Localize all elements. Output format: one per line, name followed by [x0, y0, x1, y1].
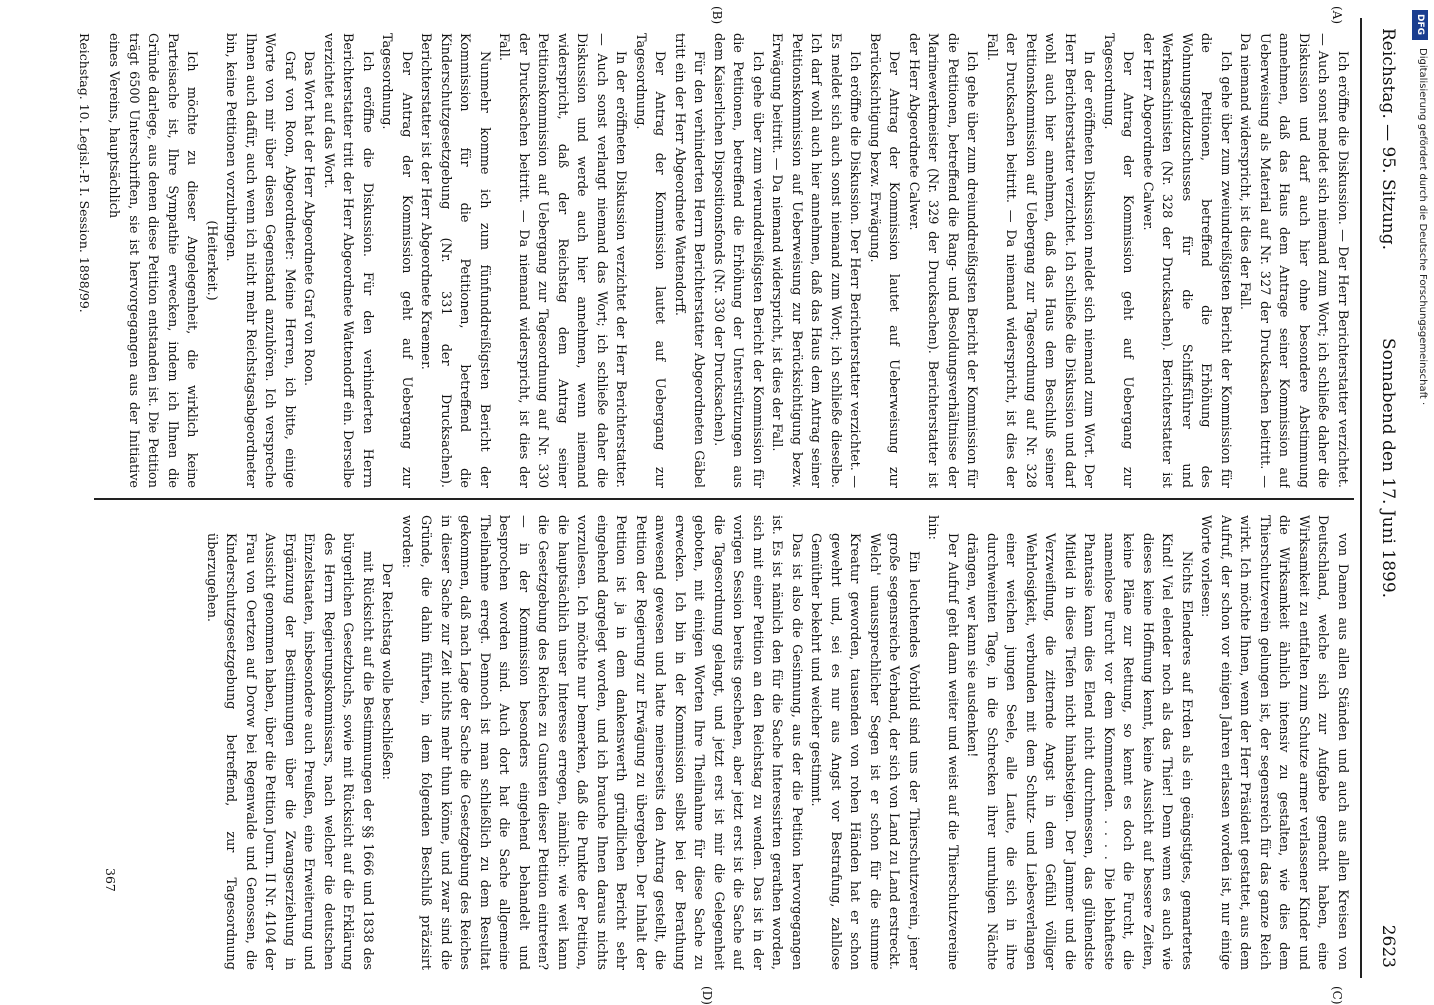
- margin-letter-b: (B): [710, 6, 724, 25]
- header-rule: [1360, 18, 1362, 978]
- paragraph: Ich eröffne die Diskussion. — Der Herr Berichterstatter verzichtet. — Auch sonst meldet sich niemand zum Wort; ich schließe daher die Diskussion und darf auch hier ohne besondere Abstimmung annehmen, daß das Haus dem Antrage seiner Kommission auf Ueberweisung als Material auf Nr. 327 der Drucksachen beitritt. — Da niemand widerspricht, ist dies der Fall.: [1237, 33, 1350, 488]
- left-column: [102, 33, 1352, 488]
- paragraph: von Damen aus allen Ständen und auch aus allen Kreisen von Deutschland, welche sich zur Aufgabe gemacht haben, eine Wirksamkeit zu entfalten zum Schutze armer verlassener Kinder und die Wirksamkeit ähnlich intensiv zu gestalten, wie dies dem Thierschutzverein gelungen ist, der segensreich für das ganze Reich wirkt. Ich möchte Ihnen, wenn der Herr Präsident gestattet, aus dem Aufruf, der schon vor einigen Jahren erlassen worden ist, nur einige Worte vorlesen:: [1198, 515, 1350, 970]
- paragraph: In der eröffneten Diskussion meldet sich niemand zum Wort. Der Herr Berichterstatter verzichtet. Ich schließe die Diskussion und darf wohl auch hier annehmen, daß das Haus dem Beschluß seiner Petitionskommission auf Uebergang zur Tagesordnung auf Nr. 328 der Drucksachen beitritt. — Da niemand widerspricht, ist dies der Fall.: [984, 33, 1097, 488]
- paragraph: Der Antrag der Kommission lautet auf Ueberweisung zur Berücksichtigung bezw. Erwägung.: [867, 33, 902, 488]
- paragraph: Nunmehr komme ich zum fünfunddreißigsten Bericht der Kommission für die Petitionen, betreffend die Kinderschutzgesetzgebung (Nr. 331 der Drucksachen). Berichterstatter ist der Herr Abgeordnete Kraemer.: [418, 33, 492, 488]
- paragraph: (Heiterkeit.): [204, 220, 219, 301]
- paragraph: Ich gehe über zum zweiundreißigsten Bericht der Kommission für die Petitionen, betreffend die Erhöhung des Wohnungsgeldzuschusses für die Schiffsführer und Werkmaschinisten (Nr. 328 der Drucksachen). Berichterstatter ist der Herr Abgeordnete Calwer.: [1140, 33, 1233, 488]
- paragraph: Der Antrag der Kommission geht auf Uebergang zur Tagesordnung.: [1101, 33, 1136, 488]
- footer-signature: 367: [103, 868, 118, 892]
- paragraph: Der Antrag der Kommission lautet auf Uebergang zur Tagesordnung.: [633, 33, 668, 488]
- quote-paragraph: Nichts Elenderes auf Erden als ein geängstigtes, gemartertes Kind! Viel elender noch als das Thier! Denn wenn es auch wie dieses keine Hoffnung kennt, keine Aussicht auf bessere Zeiten, keine Pläne zur Rettung, so kennt es doch die Furcht, die namenlose Furcht vor dem Kommenden. . . . . Die lebhafteste Phantasie kann dies Elend nicht durchmessen, das glühendste Mitleid in diese Tiefen nicht hinabsteigen. Der Jammer und die Verzweiflung, die zitternde Angst in dem Gefühl völliger Wehrlosigkeit, verbunden mit dem Schutz- und Liebesverlangen einer weichen jungen Seele, alle Laute, die sich in ihre durchweinten Tage, in die Schrecken ihrer unruhigen Nächte drängen, wer kann sie ausdenken!: [964, 533, 1194, 970]
- resolution-paragraph: mit Rücksicht auf die Bestimmungen der §§ 1666 und 1838 des bürgerlichen Gesetzbuchs, sowie mit Rücksicht auf die Erklärung des Herrn Regierungskommissars, nach welcher die deutschen Einzelstaaten, insbesondere auch Preußen, eine Erweiterung und Ergänzung der Bestimmungen über die Zwangserziehung in Aussicht genommen haben, über die Petition Journ. II Nr. 4104 der Frau von Oertzen auf Dorow bei Regenwalde und Genossen, die Kinderschutzgesetzgebung betreffend, zur Tagesordnung überzugehen.: [204, 533, 375, 970]
- header-page-number: 2623: [1378, 924, 1398, 968]
- paragraph: Ich eröffne die Diskussion. Der Herr Berichterstatter verzichtet. — Es meldet sich auch sonst niemand zum Wort; ich schließe dieselbe. Ich darf wohl auch hier annehmen, daß das Haus dem Antrag seiner Petitionskommission auf Ueberweisung zur Berücksichtigung bezw. Erwägung beitritt. — Da niemand widerspricht, ist dies der Fall.: [769, 33, 863, 488]
- dfg-credit-text: Digitalisierung gefördert durch die Deutsche Forschungsgemeinschaft ·: [1417, 48, 1428, 406]
- header-session: Reichstag. — 95. Sitzung.: [1378, 28, 1398, 251]
- margin-letter-c: (C): [1330, 986, 1344, 1005]
- margin-letter-d: (D): [700, 986, 714, 1005]
- footer-session: Reichstag. 10. Legisl.-P. I. Session. 1898/99.: [77, 33, 92, 313]
- paragraph: Der Antrag der Kommission geht auf Uebergang zur Tagesordnung.: [379, 33, 414, 488]
- quote-paragraph: Ein leuchtendes Vorbild sind uns der Thierschutzverein, jener große segensreiche Verband, der sich von Land zu Land erstreckt. Welch' unaussprechlicher Segen ist er schon für die stumme Kreatur geworden, tausenden von rohen Händen hat er schon gewehrt und, sei es nur aus Angst vor Bestrafung, zahllose Gemüther bekehrt und weicher gestimmt.: [808, 533, 921, 970]
- page-header: [1364, 8, 1404, 988]
- paragraph: Graf von Roon, Abgeordneter: Meine Herren, ich bitte, einige Worte von mir über diesen Gegenstand anzuhören. Ich verspreche Ihnen auch dafür, auch wenn ich nicht mehr Reichstagsabgeordneter bin, keine Petitionen vorzubringen.: [223, 33, 297, 488]
- right-column: [102, 515, 1352, 970]
- paragraph: Ich eröffne die Diskussion. Für den verhinderten Herrn Berichterstatter tritt der Herr Abgeordnete Wattendorff ein. Derselbe verzichtet auf das Wort.: [321, 33, 375, 488]
- paragraph: Ich gehe über zum dreiunddreißigsten Bericht der Kommission für die Petitionen, betreffend die Rang- und Besoldungsverhältnisse der Marinewerkmeister (Nr. 329 der Drucksachen). Berichterstatter ist der Herr Abgeordnete Calwer.: [906, 33, 980, 488]
- paragraph: Ich gehe über zum vierunddreißigsten Bericht der Kommission für die Petitionen, betreffend die Erhöhung der Unterstützungen aus dem Kaiserlichen Dispositionsfonds (Nr. 330 der Drucksachen).: [711, 33, 765, 488]
- paragraph: Das Wort hat der Herr Abgeordnete Graf von Roon.: [301, 51, 317, 387]
- paragraph: Ich möchte zu dieser Angelegenheit, die wirklich keine Parteisache ist, Ihre Sympathie erwecken, indem ich Ihnen die Gründe darlege, aus denen diese Petition entstanden ist. Die Petition trägt 6500 Unterschriften, sie ist hervorgegangen aus der Initiative eines Vereins, hauptsächlich: [106, 33, 200, 488]
- column-divider: [94, 498, 1354, 500]
- paragraph: Das ist also die Gesinnung, aus der die Petition hervorgegangen ist. Es ist nämlich den für die Sache Interessirten gerathen worden, sich mit einer Petition an den Reichstag zu wenden. Das ist in der vorigen Session bereits geschehen, aber jetzt erst ist die Sache auf die Tagesordnung gelangt, und jetzt erst ist mir die Gelegenheit geboten, mit einigen Worten Ihre Theilnahme für diese Sache zu erwecken. Ich bin in der Kommission selbst bei der Berathung anwesend gewesen und hatte meinerseits den Antrag gestellt, die Petition der Regierung zur Erwägung zu übergeben. Der Inhalt der Petition ist ja in dem dankenswerth gründlichen Bericht sehr eingehend dargelegt worden, und ich brauche Ihnen daraus nichts vorzulesen. Ich möchte nur bemerken, daß die Punkte der Petition, die hauptsächlich unser Interesse erregen, nämlich: wie weit kann die Gesetzgebung des Reiches zu Gunsten dieser Petition eintreten? — in der Kommission besonders eingehend behandelt und besprochen worden sind. Auch dort hat die Sache allgemeine Theilnahme erregt. Dennoch ist man schließlich zu dem Resultat gekommen, daß nach Lage der Sache die Gesetzgebung des Reiches in dieser Sache zur Zeit nichts mehr thun könne, und zwar sind die Gründe, die dahin führten, in dem folgenden Beschluß präzisirt worden:: [399, 515, 804, 970]
- newspaper-page: [74, 6, 1404, 1005]
- margin-letter-a: (A): [1330, 6, 1344, 25]
- dfg-sidebar: [1412, 10, 1428, 990]
- header-date: Sonnabend den 17. Juni 1899.: [1378, 338, 1398, 599]
- dfg-logo: DFG: [1412, 10, 1428, 40]
- paragraph: Für den verhinderten Herrn Berichterstatter Abgeordneten Gäbel tritt ein der Herr Abgeordnete Wattendorff.: [672, 33, 707, 488]
- paragraph: In der eröffneten Diskussion verzichtet der Herr Berichterstatter. — Auch sonst verlangt niemand das Wort; ich schließe daher die Diskussion und werde auch hier annehmen, wenn niemand widerspricht, daß der Reichstag dem Antrag seiner Petitionskommission auf Uebergang zur Tagesordnung auf Nr. 330 der Drucksachen beitritt. — Da niemand widerspricht, ist dies der Fall.: [496, 33, 629, 488]
- paragraph: Der Reichstag wolle beschließen:: [379, 563, 395, 780]
- paragraph: Der Aufruf geht dann weiter und weist auf die Thierschutzvereine hin:: [925, 515, 960, 970]
